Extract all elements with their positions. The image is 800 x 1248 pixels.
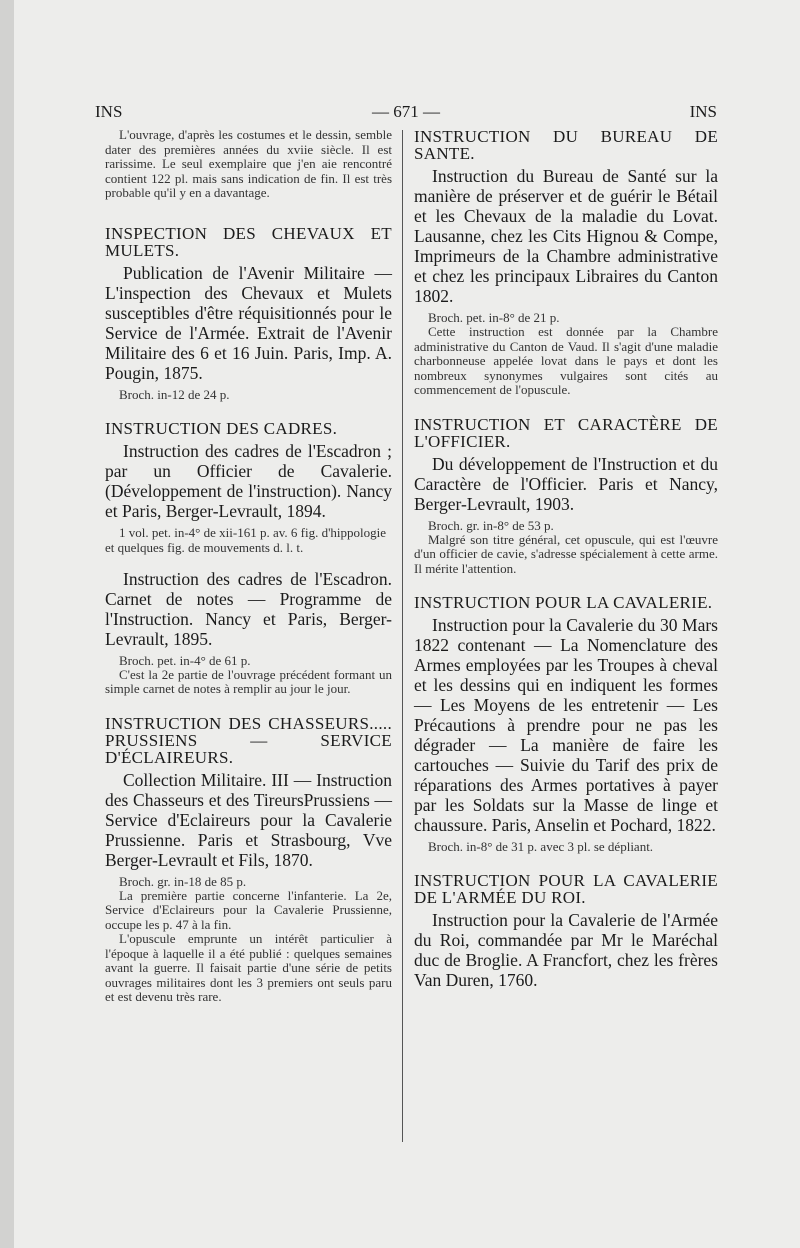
entry-note-second: L'opuscule emprunte un intérêt particulier à l'époque à laquelle il a été publié : quelques semaines avant la guerre. Il faisait partie d'une série de petits ouvrages militaires dont les 3 premiers ont seuls paru et est devenu très rare. (105, 931, 392, 1004)
entry-title: INSTRUCTION POUR LA CAVALERIE. (414, 593, 713, 612)
entry-body: Publication de l'Avenir Militaire — L'inspection des Chevaux et Mulets susceptibles d'être réquisitionnés pour le Service de l'Armée. Extrait de l'Avenir Militaire des 6 et 16 Juin. Paris, Imp. A. Pougin, 1875. (105, 262, 392, 383)
entry-desc: Broch. gr. in-18 de 85 p. (119, 873, 247, 889)
entry-body-second: Instruction des cadres de l'Escadron. Carnet de notes — Programme de l'Instruction. Nancy et Paris, Berger-Levrault, 1895. (105, 568, 392, 649)
header-right: INS (689, 102, 717, 121)
entry-body: Instruction pour la Cavalerie de l'Armée du Roi, commandée par Mr le Maréchal duc de Broglie. A Francfort, chez les frères Van Duren, 1760. (414, 910, 718, 990)
entry-body: Collection Militaire. III — Instruction des Chasseurs et des TireursPrussiens — Service d'Eclaireurs pour la Cavalerie Prussienne. Paris et Strasbourg, Vve Berger-Levrault et Fils, 1870. (105, 769, 392, 870)
entry-desc: Broch. pet. in-8° de 21 p. (428, 310, 560, 325)
entry-title: INSTRUCTION POUR LA CAVALERIE DE L'ARMÉE DU ROI. (414, 871, 718, 907)
entry-body: Instruction du Bureau de Santé sur la manière de préserver et de guérir le Bétail et les Chevaux de la maladie du Lovat. Lausanne, chez les Cits Hignou & Compe, Imprimeurs de la Chambre administrative et chez les principaux Libraires du Canton 1802. (414, 166, 718, 306)
column-divider (402, 130, 403, 1142)
opening-note: L'ouvrage, d'après les costumes et le dessin, semble dater des premières années du xviie siècle. Il est rarissime. Le seul exemplaire que j'en aie rencontré contient 122 pl. mais sans indication de fin. Il est très probable qu'il y en a davantage. (105, 127, 392, 200)
page-number: — 671 — (372, 102, 440, 121)
right-column (414, 128, 718, 1008)
entry-desc: Broch. in-8° de 31 p. avec 3 pl. se dépliant. (428, 839, 654, 854)
entry-body: Instruction pour la Cavalerie du 30 Mars 1822 contenant — La Nomenclature des Armes employées par les Troupes à cheval et les dessins qui en indiquent les formes — Les Moyens de les entretenir — Les Précautions à prendre pour ne pas les dégrader — La manière de faire les cartouches — Suivie du Tarif des prix de réparations des Armes portatives à payer par les Soldats sur la Masse de linge et chaussure. Paris, Anselin et Pochard, 1822. (414, 615, 718, 835)
entry-note-second: C'est la 2e partie de l'ouvrage précédent formant un simple carnet de notes à remplir au jour le jour. (105, 666, 392, 696)
entry-pour-la-cavalerie (414, 594, 718, 854)
entry-inspection-chevaux (105, 225, 392, 402)
entry-desc-second: Broch. pet. in-4° de 61 p. (119, 652, 251, 668)
scan-edge-shadow (0, 0, 14, 1248)
left-column (105, 128, 392, 1023)
entry-desc: Broch. gr. in-8° de 53 p. (428, 517, 554, 533)
entry-cavalerie-armee-roi (414, 872, 718, 990)
entry-body: Instruction des cadres de l'Escadron ; par un Officier de Cavalerie. (Développement de l'instruction). Nancy et Paris, Berger-Levrault, 1894. (105, 440, 392, 521)
running-header (95, 102, 717, 130)
entry-note: La première partie concerne l'infanterie. La 2e, Service d'Eclaireurs pour la Cavalerie Prussienne, occupe les p. 47 à la fin. (105, 887, 392, 932)
entry-desc: 1 vol. pet. in-4° de xii-161 p. av. 6 fig. d'hippologie et quelques fig. de mouvements d. l. t. (105, 524, 387, 555)
entry-title: INSTRUCTION DU BUREAU DE SANTE. (414, 127, 718, 163)
entry-note: Malgré son titre général, cet opuscule, qui est l'œuvre d'un officier de cavie, s'adresse spécialement à cette arme. Il mérite l'attention. (414, 531, 718, 576)
entry-title: INSTRUCTION DES CADRES. (105, 418, 338, 438)
entry-title: INSTRUCTION DES CHASSEURS..... PRUSSIENS — SERVICE D'ÉCLAIREURS. (105, 713, 392, 767)
entry-title: INSTRUCTION ET CARACTÈRE DE L'OFFICIER. (414, 414, 718, 451)
header-left: INS (95, 102, 123, 121)
entry-desc: Broch. in-12 de 24 p. (119, 386, 230, 402)
entry-caractere-officier (414, 416, 718, 577)
entry-instruction-cadres (105, 420, 392, 697)
entry-bureau-sante (414, 128, 718, 398)
entry-instruction-chasseurs (105, 715, 392, 1005)
entry-title: INSPECTION DES CHEVAUX ET MULETS. (105, 223, 392, 260)
entry-body: Du développement de l'Instruction et du Caractère de l'Officier. Paris et Nancy, Berger-Levrault, 1903. (414, 453, 718, 514)
entry-note: Cette instruction est donnée par la Chambre administrative du Canton de Vaud. Il s'agit d'une maladie charbonneuse appelée lovat dans le pays et dont les nombreux synonymes vulgaires sont cités au commencement de l'opuscule. (414, 324, 718, 397)
